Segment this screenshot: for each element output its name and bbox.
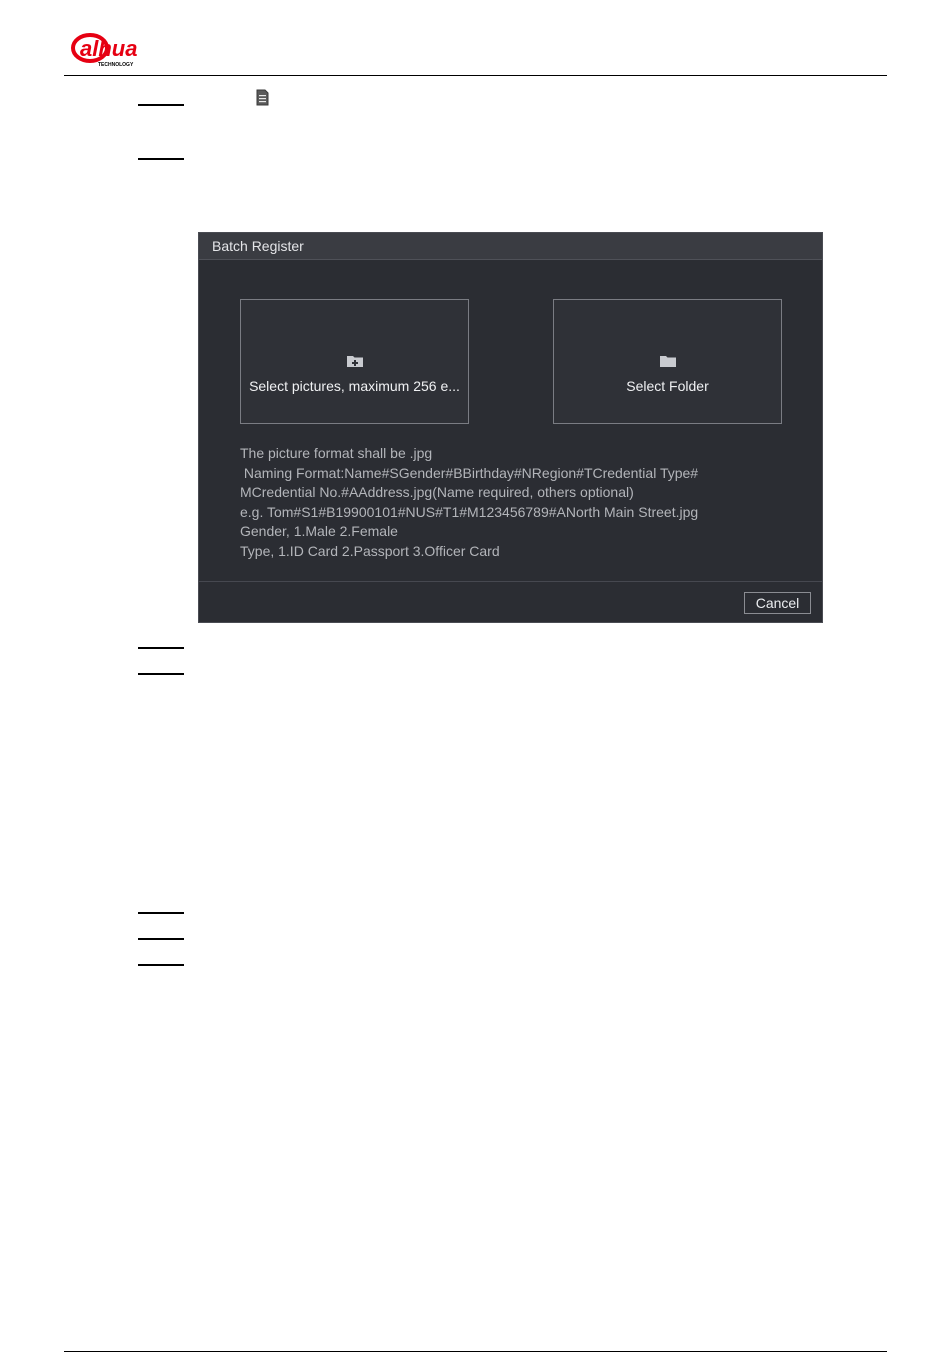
document-icon	[256, 89, 269, 106]
step-marker	[138, 912, 184, 914]
info-line: The picture format shall be .jpg	[240, 445, 433, 461]
cancel-button[interactable]: Cancel	[744, 592, 811, 614]
dahua-logo	[70, 33, 182, 69]
dialog-footer-divider	[199, 581, 822, 582]
select-pictures-button[interactable]	[240, 299, 469, 424]
step-marker	[138, 964, 184, 966]
footer-rule	[64, 1351, 887, 1352]
info-line: Naming Format:Name#SGender#BBirthday#NRegion#TCredential Type#	[240, 464, 699, 481]
select-pictures-label: Select pictures, maximum 256 e...	[249, 378, 460, 394]
select-folder-label: Select Folder	[626, 378, 709, 394]
header-rule	[64, 75, 887, 76]
info-line: MCredential No.#AAddress.jpg(Name required, others optional)	[240, 484, 634, 500]
logo-subtext: TECHNOLOGY	[98, 62, 134, 68]
step-marker	[138, 673, 184, 675]
logo-text: alhua	[80, 36, 138, 61]
info-line: Gender, 1.Male 2.Female	[240, 523, 398, 539]
batch-register-dialog	[198, 232, 823, 623]
info-line: Type, 1.ID Card 2.Passport 3.Officer Card	[240, 542, 500, 559]
step-marker	[138, 647, 184, 649]
dialog-titlebar	[199, 233, 822, 260]
step-marker	[138, 938, 184, 940]
folder-icon	[659, 354, 677, 368]
select-folder-button[interactable]	[553, 299, 782, 424]
step-marker	[138, 104, 184, 106]
info-line: e.g. Tom#S1#B19900101#NUS#T1#M123456789#ANorth Main Street.jpg	[240, 503, 699, 520]
folder-plus-icon	[346, 354, 364, 368]
step-marker	[138, 158, 184, 160]
naming-format-info	[240, 444, 800, 561]
dialog-title: Batch Register	[212, 238, 304, 254]
